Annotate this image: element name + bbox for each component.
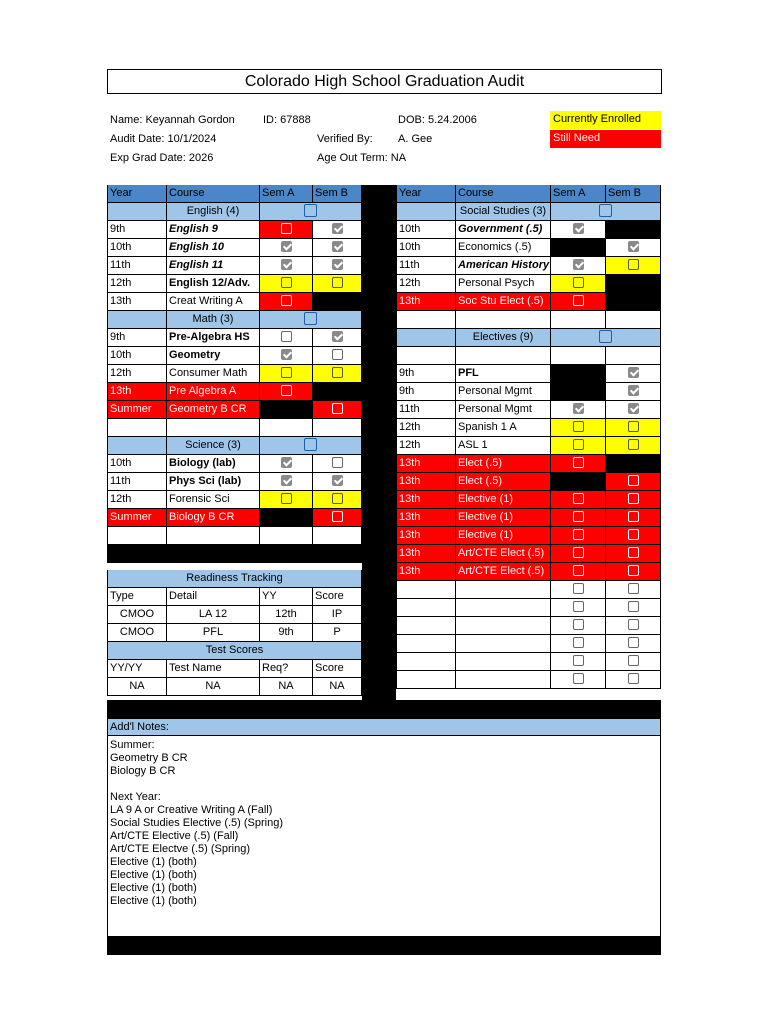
semester-b-cell[interactable] (606, 257, 661, 275)
course-name: Geometry (167, 347, 260, 365)
semester-a-cell[interactable] (260, 257, 313, 275)
semester-a-cell[interactable] (551, 293, 606, 311)
course-year (396, 653, 456, 671)
empty-checkbox-icon[interactable] (573, 511, 584, 522)
course-year: 12th (396, 275, 456, 293)
course-year: 9th (107, 221, 167, 239)
course-year (107, 527, 167, 545)
empty-checkbox-icon[interactable] (573, 637, 584, 648)
semester-a-cell[interactable] (260, 347, 313, 365)
course-year: 10th (107, 239, 167, 257)
semester-a-cell[interactable] (551, 509, 606, 527)
empty-checkbox-icon[interactable] (573, 439, 584, 450)
course-name: Personal Mgmt (456, 401, 551, 419)
semester-a-cell (260, 527, 313, 545)
empty-checkbox-icon[interactable] (332, 493, 343, 504)
course-year: 11th (396, 257, 456, 275)
section-checkbox-icon[interactable] (599, 330, 612, 343)
info-cell: P (313, 624, 362, 642)
course-year (396, 311, 456, 329)
empty-checkbox-icon[interactable] (573, 493, 584, 504)
legend-currently-enrolled: Currently Enrolled (550, 111, 661, 129)
course-name: English 12/Adv. (167, 275, 260, 293)
column-header-sem-b: Sem B (606, 185, 661, 203)
info-cell: CMOO (107, 606, 167, 624)
info-header: Req? (260, 660, 313, 678)
checked-checkbox-icon[interactable] (332, 331, 343, 342)
semester-b-cell[interactable] (313, 329, 362, 347)
empty-checkbox-icon[interactable] (628, 673, 639, 684)
empty-checkbox-icon[interactable] (332, 511, 343, 522)
course-name (456, 617, 551, 635)
empty-checkbox-icon[interactable] (573, 421, 584, 432)
semester-a-cell[interactable] (260, 293, 313, 311)
column-header-sem-a: Sem A (260, 185, 313, 203)
course-name: Art/CTE Elect (.5) (456, 545, 551, 563)
semester-a-cell (551, 383, 606, 401)
semester-b-cell (606, 221, 661, 239)
audit-date: Audit Date: 10/1/2024 (110, 133, 217, 145)
empty-checkbox-icon[interactable] (332, 277, 343, 288)
empty-checkbox-icon[interactable] (628, 655, 639, 666)
course-name: Pre Algebra A (167, 383, 260, 401)
semester-b-cell (313, 527, 362, 545)
semester-b-cell[interactable] (313, 257, 362, 275)
checked-checkbox-icon[interactable] (628, 367, 639, 378)
semester-a-cell (551, 473, 606, 491)
semester-b-cell[interactable] (606, 581, 661, 599)
empty-checkbox-icon[interactable] (628, 583, 639, 594)
semester-a-cell (260, 419, 313, 437)
course-year: 9th (396, 365, 456, 383)
course-name: Geometry B CR (167, 401, 260, 419)
course-year: Summer (107, 401, 167, 419)
semester-b-cell[interactable] (606, 419, 661, 437)
course-name: Spanish 1 A (456, 419, 551, 437)
student-dob: DOB: 5.24.2006 (398, 114, 477, 126)
course-year (396, 581, 456, 599)
info-cell: PFL (167, 624, 260, 642)
course-name (456, 671, 551, 689)
semester-a-cell (551, 311, 606, 329)
empty-checkbox-icon[interactable] (332, 367, 343, 378)
semester-a-cell (260, 509, 313, 527)
course-name: English 10 (167, 239, 260, 257)
empty-checkbox-icon[interactable] (573, 583, 584, 594)
empty-checkbox-icon[interactable] (628, 637, 639, 648)
course-year: 12th (107, 275, 167, 293)
course-name (456, 653, 551, 671)
semester-a-cell[interactable] (551, 671, 606, 689)
checked-checkbox-icon[interactable] (628, 385, 639, 396)
semester-b-cell[interactable] (313, 473, 362, 491)
semester-a-cell[interactable] (551, 635, 606, 653)
checked-checkbox-icon[interactable] (332, 241, 343, 252)
column-divider (362, 185, 396, 718)
semester-b-cell[interactable] (606, 671, 661, 689)
course-name: Biology B CR (167, 509, 260, 527)
course-year: 13th (107, 383, 167, 401)
info-cell: 9th (260, 624, 313, 642)
semester-b-cell[interactable] (606, 437, 661, 455)
empty-checkbox-icon[interactable] (628, 529, 639, 540)
readiness-title: Readiness Tracking (107, 570, 362, 588)
section-status (260, 437, 362, 455)
course-name (167, 527, 260, 545)
checked-checkbox-icon[interactable] (281, 259, 292, 270)
info-cell: 12th (260, 606, 313, 624)
course-name: Soc Stu Elect (.5) (456, 293, 551, 311)
empty-checkbox-icon[interactable] (628, 421, 639, 432)
column-header-sem-a: Sem A (551, 185, 606, 203)
semester-a-cell[interactable] (551, 437, 606, 455)
course-year: 9th (107, 329, 167, 347)
test-scores-title: Test Scores (107, 642, 362, 660)
empty-checkbox-icon[interactable] (573, 619, 584, 630)
course-name: Creat Writing A (167, 293, 260, 311)
semester-a-cell[interactable] (551, 275, 606, 293)
semester-b-cell[interactable] (606, 563, 661, 581)
course-year: 13th (396, 545, 456, 563)
course-year: 12th (396, 419, 456, 437)
course-name: Biology (lab) (167, 455, 260, 473)
semester-a-cell[interactable] (260, 491, 313, 509)
semester-b-cell[interactable] (606, 239, 661, 257)
course-year: 10th (107, 347, 167, 365)
info-header: Type (107, 588, 167, 606)
checked-checkbox-icon[interactable] (332, 475, 343, 486)
semester-b-cell (606, 347, 661, 365)
semester-b-cell (606, 275, 661, 293)
empty-checkbox-icon[interactable] (281, 493, 292, 504)
course-name: Elective (1) (456, 491, 551, 509)
course-year: 13th (396, 473, 456, 491)
info-cell: NA (167, 678, 260, 696)
semester-b-cell[interactable] (606, 473, 661, 491)
semester-b-cell[interactable] (606, 545, 661, 563)
course-name (456, 347, 551, 365)
semester-a-cell[interactable] (551, 545, 606, 563)
checked-checkbox-icon[interactable] (281, 457, 292, 468)
black-separator-row (107, 545, 362, 563)
checked-checkbox-icon[interactable] (628, 241, 639, 252)
section-divider-band (107, 700, 661, 718)
page-title: Colorado High School Graduation Audit (107, 69, 662, 94)
course-name (167, 419, 260, 437)
course-year: 11th (107, 257, 167, 275)
semester-b-cell (313, 293, 362, 311)
empty-checkbox-icon[interactable] (281, 295, 292, 306)
empty-checkbox-icon[interactable] (332, 403, 343, 414)
checked-checkbox-icon[interactable] (628, 403, 639, 414)
course-name: PFL (456, 365, 551, 383)
course-name: Phys Sci (lab) (167, 473, 260, 491)
semester-b-cell[interactable] (606, 617, 661, 635)
semester-b-cell[interactable] (606, 401, 661, 419)
course-name: Government (.5) (456, 221, 551, 239)
semester-b-cell[interactable] (606, 509, 661, 527)
empty-checkbox-icon[interactable] (281, 385, 292, 396)
course-name: Personal Mgmt (456, 383, 551, 401)
semester-b-cell[interactable] (313, 221, 362, 239)
info-header: Test Name (167, 660, 260, 678)
info-cell: IP (313, 606, 362, 624)
footer-band (107, 937, 661, 955)
age-out-term: Age Out Term: NA (317, 152, 407, 164)
course-name (456, 311, 551, 329)
semester-b-cell[interactable] (606, 527, 661, 545)
course-name: Personal Psych (456, 275, 551, 293)
semester-b-cell[interactable] (313, 275, 362, 293)
empty-checkbox-icon[interactable] (281, 331, 292, 342)
semester-a-cell[interactable] (551, 617, 606, 635)
course-name (456, 581, 551, 599)
info-header: Score (313, 660, 362, 678)
semester-a-cell (551, 347, 606, 365)
verified-by-value: A. Gee (398, 133, 433, 145)
empty-checkbox-icon[interactable] (332, 349, 343, 360)
empty-checkbox-icon[interactable] (628, 259, 639, 270)
semester-b-cell[interactable] (313, 239, 362, 257)
section-spacer (107, 437, 167, 455)
empty-checkbox-icon[interactable] (573, 565, 584, 576)
info-cell: NA (260, 678, 313, 696)
semester-b-cell[interactable] (606, 599, 661, 617)
checked-checkbox-icon[interactable] (573, 259, 584, 270)
course-year: 10th (396, 239, 456, 257)
column-header-year: Year (396, 185, 456, 203)
checked-checkbox-icon[interactable] (573, 403, 584, 414)
section-title: Math (3) (167, 311, 260, 329)
section-status (260, 311, 362, 329)
section-checkbox-icon[interactable] (304, 312, 317, 325)
info-header: YY (260, 588, 313, 606)
course-name: Economics (.5) (456, 239, 551, 257)
section-status (260, 203, 362, 221)
semester-a-cell[interactable] (260, 365, 313, 383)
course-name: Elective (1) (456, 527, 551, 545)
semester-b-cell (606, 293, 661, 311)
course-year: 10th (107, 455, 167, 473)
readiness-table (107, 570, 362, 696)
semester-a-cell[interactable] (551, 257, 606, 275)
semester-b-cell (313, 383, 362, 401)
course-year: 12th (107, 365, 167, 383)
section-checkbox-icon[interactable] (304, 204, 317, 217)
exp-grad-date: Exp Grad Date: 2026 (110, 152, 214, 164)
checked-checkbox-icon[interactable] (281, 241, 292, 252)
semester-b-cell (606, 455, 661, 473)
course-name: American History (456, 257, 551, 275)
empty-checkbox-icon[interactable] (573, 655, 584, 666)
section-spacer (107, 311, 167, 329)
semester-a-cell[interactable] (260, 239, 313, 257)
semester-a-cell (551, 239, 606, 257)
checked-checkbox-icon[interactable] (573, 223, 584, 234)
semester-b-cell[interactable] (606, 365, 661, 383)
course-name (456, 599, 551, 617)
course-year: 11th (396, 401, 456, 419)
info-header: YY/YY (107, 660, 167, 678)
semester-a-cell[interactable] (551, 527, 606, 545)
column-header-sem-b: Sem B (313, 185, 362, 203)
course-name: Elect (.5) (456, 473, 551, 491)
checked-checkbox-icon[interactable] (332, 223, 343, 234)
checked-checkbox-icon[interactable] (281, 475, 292, 486)
empty-checkbox-icon[interactable] (628, 601, 639, 612)
course-name: Forensic Sci (167, 491, 260, 509)
course-year: 13th (396, 527, 456, 545)
course-name: English 9 (167, 221, 260, 239)
course-year: 10th (396, 221, 456, 239)
course-year: 13th (396, 455, 456, 473)
semester-a-cell[interactable] (551, 581, 606, 599)
column-header-course: Course (456, 185, 551, 203)
semester-a-cell[interactable] (551, 491, 606, 509)
empty-checkbox-icon[interactable] (281, 223, 292, 234)
empty-checkbox-icon[interactable] (628, 619, 639, 630)
semester-a-cell[interactable] (260, 455, 313, 473)
empty-checkbox-icon[interactable] (628, 439, 639, 450)
empty-checkbox-icon[interactable] (573, 277, 584, 288)
section-spacer (107, 203, 167, 221)
course-year (396, 347, 456, 365)
empty-checkbox-icon[interactable] (573, 295, 584, 306)
semester-a-cell[interactable] (260, 221, 313, 239)
verified-by-label: Verified By: (317, 133, 373, 145)
course-year: 12th (107, 491, 167, 509)
empty-checkbox-icon[interactable] (281, 367, 292, 378)
info-cell: LA 12 (167, 606, 260, 624)
info-cell: NA (313, 678, 362, 696)
section-status (551, 203, 661, 221)
course-name: Elect (.5) (456, 455, 551, 473)
empty-checkbox-icon[interactable] (332, 457, 343, 468)
semester-b-cell[interactable] (606, 635, 661, 653)
left-course-table (107, 185, 362, 563)
info-cell: NA (107, 678, 167, 696)
column-header-course: Course (167, 185, 260, 203)
course-year: 13th (396, 293, 456, 311)
semester-a-cell[interactable] (551, 653, 606, 671)
semester-a-cell[interactable] (260, 275, 313, 293)
course-name: English 11 (167, 257, 260, 275)
semester-b-cell[interactable] (313, 455, 362, 473)
section-title: Electives (9) (456, 329, 551, 347)
semester-a-cell[interactable] (551, 401, 606, 419)
section-title: English (4) (167, 203, 260, 221)
semester-b-cell (313, 419, 362, 437)
empty-checkbox-icon[interactable] (281, 277, 292, 288)
info-header: Score (313, 588, 362, 606)
course-year (396, 599, 456, 617)
semester-a-cell[interactable] (551, 419, 606, 437)
empty-checkbox-icon[interactable] (573, 457, 584, 468)
semester-a-cell[interactable] (260, 383, 313, 401)
course-year: 13th (396, 563, 456, 581)
section-checkbox-icon[interactable] (304, 438, 317, 451)
semester-a-cell (551, 365, 606, 383)
notes-header: Add'l Notes: (107, 718, 661, 736)
empty-checkbox-icon[interactable] (573, 673, 584, 684)
course-name: ASL 1 (456, 437, 551, 455)
column-header-year: Year (107, 185, 167, 203)
semester-b-cell[interactable] (606, 653, 661, 671)
semester-a-cell[interactable] (551, 221, 606, 239)
right-course-table (396, 185, 661, 689)
course-year: 11th (107, 473, 167, 491)
section-title: Social Studies (3) (456, 203, 551, 221)
student-name: Name: Keyannah Gordon (110, 114, 235, 126)
semester-b-cell (606, 311, 661, 329)
semester-a-cell[interactable] (551, 455, 606, 473)
semester-b-cell[interactable] (606, 383, 661, 401)
course-year (107, 419, 167, 437)
section-checkbox-icon[interactable] (599, 204, 612, 217)
semester-b-cell[interactable] (313, 491, 362, 509)
empty-checkbox-icon[interactable] (573, 529, 584, 540)
course-name (456, 635, 551, 653)
semester-b-cell[interactable] (313, 401, 362, 419)
empty-checkbox-icon[interactable] (573, 601, 584, 612)
section-title: Science (3) (167, 437, 260, 455)
empty-checkbox-icon[interactable] (573, 547, 584, 558)
semester-b-cell[interactable] (313, 509, 362, 527)
semester-b-cell[interactable] (313, 365, 362, 383)
course-year: 9th (396, 383, 456, 401)
empty-checkbox-icon[interactable] (628, 565, 639, 576)
course-name: Consumer Math (167, 365, 260, 383)
course-year (396, 617, 456, 635)
semester-a-cell[interactable] (260, 329, 313, 347)
semester-b-cell[interactable] (606, 491, 661, 509)
checked-checkbox-icon[interactable] (332, 259, 343, 270)
section-status (551, 329, 661, 347)
course-year (396, 635, 456, 653)
course-year: 13th (396, 509, 456, 527)
course-year: Summer (107, 509, 167, 527)
section-spacer (396, 203, 456, 221)
info-cell: CMOO (107, 624, 167, 642)
empty-checkbox-icon[interactable] (628, 493, 639, 504)
notes-body: Summer: Geometry B CR Biology B CR Next Year: LA 9 A or Creative Writing A (Fall) Social Studies Elective (.5) (Spring) Art/CTE Elective (.5) (Fall) Art/CTE Electve (.5) (Spring) Elective (1) (both) Elective (1) (both) Elective (1) (both) Elective (1) (both) (107, 736, 661, 937)
semester-a-cell[interactable] (551, 599, 606, 617)
empty-checkbox-icon[interactable] (628, 475, 639, 486)
section-spacer (396, 329, 456, 347)
student-id: ID: 67888 (263, 114, 311, 126)
course-year: 12th (396, 437, 456, 455)
legend-still-need: Still Need (550, 130, 661, 148)
semester-a-cell[interactable] (551, 563, 606, 581)
semester-a-cell[interactable] (260, 473, 313, 491)
course-year (396, 671, 456, 689)
empty-checkbox-icon[interactable] (628, 511, 639, 522)
info-header: Detail (167, 588, 260, 606)
course-name: Elective (1) (456, 509, 551, 527)
empty-checkbox-icon[interactable] (628, 547, 639, 558)
course-year: 13th (107, 293, 167, 311)
course-name: Pre-Algebra HS (167, 329, 260, 347)
course-name: Art/CTE Elect (.5) (456, 563, 551, 581)
checked-checkbox-icon[interactable] (281, 349, 292, 360)
semester-b-cell[interactable] (313, 347, 362, 365)
semester-a-cell (260, 401, 313, 419)
course-year: 13th (396, 491, 456, 509)
